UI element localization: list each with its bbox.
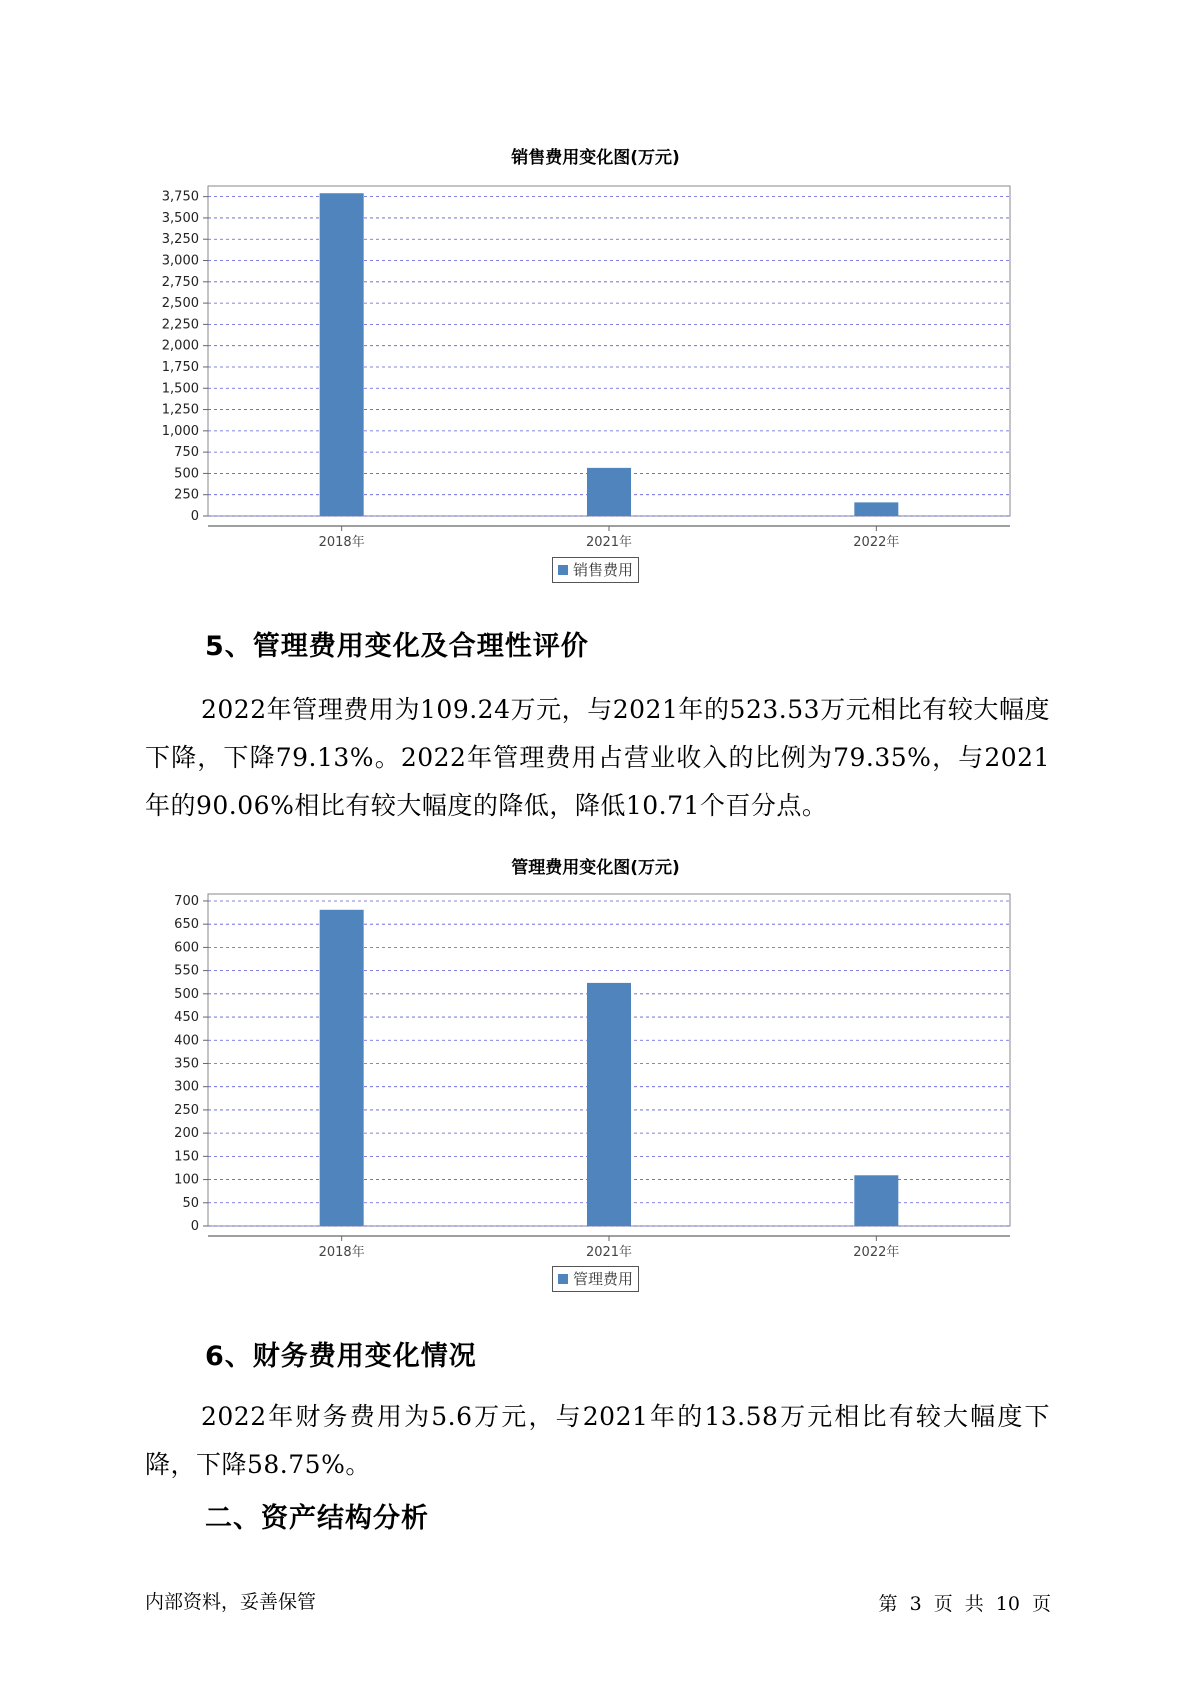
y-tick-label: 400 <box>174 1033 199 1049</box>
legend-swatch <box>558 1274 568 1284</box>
legend-swatch <box>558 565 568 575</box>
y-tick-label: 700 <box>174 893 199 909</box>
y-tick-label: 3,500 <box>161 210 199 226</box>
y-tick-label: 1,000 <box>161 423 199 439</box>
legend-label: 管理费用 <box>573 1270 634 1288</box>
sales-chart-legend <box>552 557 639 583</box>
x-tick-label: 2022年 <box>853 535 900 550</box>
x-tick-label: 2021年 <box>585 1245 633 1260</box>
x-tick-label: 2022年 <box>853 1245 900 1260</box>
y-tick-label: 50 <box>182 1195 199 1211</box>
admin-chart-title: 管理费用变化图(万元) <box>511 858 680 878</box>
y-tick-label: 600 <box>174 940 199 956</box>
section-6-paragraph: 2022年财务费用为5.6万元，与2021年的13.58万元相比有较大幅度下降，下降58.75%。 <box>145 1402 1050 1479</box>
section-5-paragraph: 2022年管理费用为109.24万元，与2021年的523.53万元相比有较大幅度下降，下降79.13%。2022年管理费用占营业收入的比例为79.35%，与2021年的90.06%相比有较大幅度的降低，降低10.71个百分点。 <box>145 695 1050 820</box>
y-tick-label: 500 <box>174 986 199 1002</box>
y-tick-label: 450 <box>174 1010 199 1026</box>
bar-2018年 <box>320 910 364 1226</box>
y-tick-label: 2,000 <box>161 338 199 354</box>
y-tick-label: 150 <box>174 1149 199 1165</box>
y-tick-label: 250 <box>174 1102 199 1118</box>
bar-2022年 <box>854 1175 898 1226</box>
y-tick-label: 2,500 <box>161 296 199 312</box>
section-two-heading: 二、资产结构分析 <box>205 1503 429 1534</box>
bar-2021年 <box>587 468 631 516</box>
footer-confidential: 内部资料，妥善保管 <box>145 1591 317 1613</box>
bar-2021年 <box>587 983 631 1226</box>
y-tick-label: 1,750 <box>161 359 199 375</box>
y-tick-label: 3,000 <box>161 253 199 269</box>
section-5-heading: 5、管理费用变化及合理性评价 <box>205 631 589 662</box>
bar-2022年 <box>854 502 898 516</box>
admin-expense-chart <box>0 880 1191 1280</box>
bar-2018年 <box>320 193 364 516</box>
y-tick-label: 0 <box>190 509 199 524</box>
y-tick-label: 2,250 <box>161 317 199 333</box>
y-tick-label: 350 <box>174 1056 199 1072</box>
y-tick-label: 3,250 <box>161 232 199 248</box>
y-tick-label: 300 <box>174 1079 199 1095</box>
y-tick-label: 3,750 <box>161 189 199 205</box>
y-tick-label: 750 <box>174 445 199 461</box>
y-tick-label: 2,750 <box>161 274 199 290</box>
sales-expense-chart <box>0 160 1191 560</box>
y-tick-label: 650 <box>174 917 199 933</box>
sales-chart-title: 销售费用变化图(万元) <box>511 148 680 168</box>
y-tick-label: 100 <box>174 1172 199 1188</box>
y-tick-label: 550 <box>174 963 199 979</box>
y-tick-label: 200 <box>174 1126 199 1142</box>
y-tick-label: 500 <box>174 466 199 482</box>
x-tick-label: 2018年 <box>318 535 365 550</box>
legend-label: 销售费用 <box>573 561 634 579</box>
y-tick-label: 0 <box>190 1219 199 1234</box>
y-tick-label: 1,250 <box>161 402 199 418</box>
x-tick-label: 2018年 <box>318 1245 365 1260</box>
section-6-heading: 6、财务费用变化情况 <box>205 1341 477 1372</box>
footer-page-number: 第 3 页 共 10 页 <box>878 1593 1051 1615</box>
y-tick-label: 250 <box>174 487 199 503</box>
x-tick-label: 2021年 <box>585 535 633 550</box>
y-tick-label: 1,500 <box>161 381 199 397</box>
admin-chart-legend <box>552 1266 639 1292</box>
